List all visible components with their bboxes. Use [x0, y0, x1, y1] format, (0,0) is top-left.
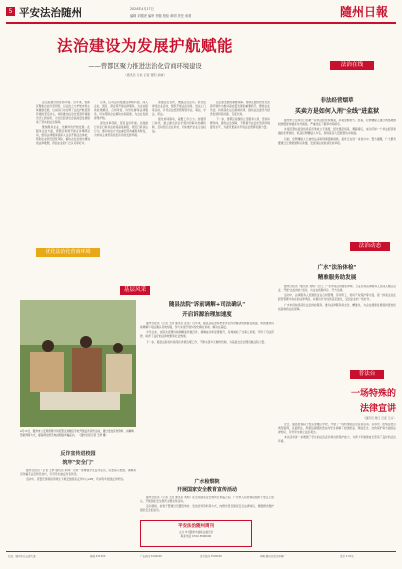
paragraph: 办案民警在接到线索后迅速成立专案组，经过缜密侦查，顺藤摸瓜，成功打掉一个非法经营卷烟的犯罪团伙，抓获犯罪嫌疑人多名，现场查获大量假冒伪劣卷烟。 — [278, 127, 396, 136]
right3-body — [278, 423, 396, 519]
header-rule — [6, 22, 396, 24]
footer-rule — [6, 551, 396, 552]
paragraph: 活动现场，检察干警通过设置咨询台、发放宣传资料等方式，向群众普及国家安全法律知识，增强群众维护国家安全的意识。 — [140, 504, 274, 513]
paragraph: 广水市将持续深化法治体检服务，推动法律服务常态化、精准化，为企业健康发展提供更加优质高效的法治保障。 — [278, 302, 396, 311]
section-tag-yellow: 优化法治化营商环境 — [36, 248, 100, 257]
mid-body — [140, 322, 274, 452]
photo-illustration — [20, 300, 136, 427]
right1-body — [278, 119, 396, 249]
right3-byline: （通讯员 周红 记者 王兴） — [362, 416, 396, 420]
paragraph: 聚焦服务企业，化解纠纷护航发展。在服务企业方面，曾都区积极开展走访调研活动，组织法律服务团深入企业开展法治体检，帮助企业防范经营风险，解决企业发展中遇到的法律难题，得到企业的广泛认可和好评。 — [36, 124, 90, 145]
news-photo — [20, 300, 136, 427]
right3-title: 一场特殊的 — [350, 389, 396, 399]
footer-item: 印刷 随州日报社印刷厂 — [260, 555, 286, 558]
page-number-badge: 5 — [6, 7, 15, 16]
paper-logo: 隨州日報 — [340, 5, 389, 19]
paragraph: 强化协同联动，凝聚工作合力。加强部门协作，建立健全涉企矛盾纠纷联动化解机制，及时回应企业诉求，切实维护企业合法权益。 — [152, 117, 206, 133]
paragraph: 法治是发展的重要保障。曾都区始终把优化营商环境作为推动高质量发展的重要抓手，聚焦企业所需，持续深化法治领域改革，推动法治建设与经济发展同频共振、互促共进。 — [210, 101, 270, 116]
paragraph: 下一步，随县法院将持续深化诉源治理工作，不断完善多元解纷机制，为基层社会治理贡献法院力量。 — [146, 339, 267, 344]
weekly-info-box — [140, 520, 252, 547]
paragraph: 本次活动进一步增强了学生的法治意识和自我保护能力，为青少年健康成长营造了良好的法治环境。 — [278, 435, 396, 444]
photo-caption — [20, 430, 136, 437]
paragraph: 随州日报讯（记者 王梦 通讯员 李林）为进一步增强学生反诈意识，民警深入校园，讲解常见诈骗手法及防范技巧，引导学生做反诈宣传员。 — [20, 469, 136, 476]
paragraph: 随州日报讯（通讯员 刘明）近日，广水市司法局组织律师、公证员等法律服务人员深入辖区企业，开展"法治体检"活动，为企业把脉问诊、开方治病。 — [278, 285, 396, 292]
lead-subtitle: ——曾都区聚力推进法治化营商环境建设 — [88, 63, 202, 70]
section-tag-main: 法治在线 — [330, 61, 374, 70]
lead-col-3 — [152, 101, 206, 259]
footer-item: 邮编 441300 — [90, 555, 106, 558]
mid-story — [140, 300, 274, 452]
photo-story — [20, 450, 136, 499]
photo-story-kicker: 反诈宣传进校园 — [60, 451, 96, 457]
right-story-3 — [278, 386, 396, 519]
section-tag-photo: 基层风采 — [120, 286, 150, 295]
footer-item: 广告热线 3290000 — [140, 555, 162, 558]
box-title: 平安法治随州周刊 — [178, 524, 214, 529]
box-line-2: 联系电话 0722-3590000 — [180, 535, 212, 538]
paragraph: 活动中，民警还现场指导师生下载安装国家反诈中心APP，切实筑牢校园反诈防线。 — [26, 477, 126, 482]
masthead — [0, 0, 402, 26]
paragraph: 深化改革创新，营造良好环境。全面推行涉企行政执法检查备案制度，规范行政执法行为，推动执法方式由重处罚向重服务转变，为市场主体营造宽松有序的发展环境。 — [94, 121, 148, 137]
right-story-2 — [278, 263, 396, 375]
section-title: 平安法治随州 — [19, 7, 82, 19]
box-line-1: 主办 中共随州市委政法委员会 — [178, 531, 214, 534]
photo-caption-text: 4月15日，随州市公安局曾都分局民警走进辖区学校开展反诈宣传活动，通过发放宣传资料、讲解典型案例等方式，提高师生防范电信网络诈骗意识。 — [20, 430, 134, 437]
lead-col-2 — [94, 101, 148, 221]
mid-title: 随县法院"诉前调解+司法确认" — [168, 302, 246, 308]
issue-date: 2024年4月17日 — [130, 7, 154, 11]
footer-address: 社址：随州市白云湖大道 — [8, 555, 36, 558]
paragraph: 以来，区司法局组建法律顾问团，深入企业、园区、商会等开展法律服务，为企业提供政策解读、合同审查、纠纷化解等法律服务，切实帮助企业解决实际困难，为企业发展保驾护航。 — [94, 101, 148, 120]
lead-col-1 — [36, 101, 90, 259]
paragraph: 随州市公安局近日侦破一起非法经营卷烟案，涉案金额较大。经查，犯罪嫌疑人通过网络渠道收购假冒卷烟并对外销售，严重扰乱了烟草市场秩序。 — [278, 119, 396, 126]
photo-credit: （随州日报记者 王梦 摄） — [77, 433, 109, 437]
right2-title-2: 精准服务助发展 — [317, 275, 357, 281]
paragraph: 加强法治宣传，增强法治意识。依托法律进企业活动，组织开展法治讲座、送法上门等活动，引导企业经营管理者学法、尊法、守法、用法。 — [152, 101, 206, 116]
paragraph: 法治是最好的营商环境。近年来，曾都区聚焦企业所需所盼，以法治之力护航市场主体健康发展，以实际行动诠释了法治护航营商环境的坚定决心，持续推动法治化营商环境建设迈上新台阶，为全区经济社会高质量发展提供了坚实的法治保障。 — [36, 101, 90, 124]
editor-line: 编辑 刘德虎 编审 李继 校检 黄明 责任 何莉 — [130, 14, 192, 18]
lead-byline: （通讯员 万松 记者 曾阳 余晓） — [123, 73, 167, 77]
photo-story-body — [20, 469, 136, 499]
paragraph: 目前，犯罪嫌疑人已被依法采取刑事强制措施，案件正在进一步侦办中。警方提醒，广大群众要通过正规渠道购买卷烟，发现违法线索请及时举报。 — [278, 136, 396, 145]
right3-title-2: 法律宣讲 — [359, 404, 396, 414]
footer-item: 定价 1.50元 — [340, 555, 354, 558]
right1-title-2: 买卖方是如何入刑"全线"进监狱 — [294, 108, 380, 115]
mid-bottom-title: 广水检察院 — [194, 479, 220, 485]
paragraph: 下一步，曾都区将继续立足服务大局，坚持问题导向，强化法治保障，不断提升法治化营商环境建设水平，为建设更高水平的法治曾都贡献力量。 — [210, 117, 270, 129]
mid-title-2: 开启诉源治理加速度 — [182, 312, 232, 318]
right2-title: 广水"法治体检" — [317, 265, 357, 271]
right1-title: 非法经营烟草 — [320, 98, 354, 104]
paragraph: 活动中，法律服务人员围绕企业合同管理、劳动用工、知识产权保护等方面，逐一排查企业在经营管理中存在的法律风险，并提出针对性的意见建议，受到企业的一致好评。 — [278, 293, 396, 302]
section-tag-bottom: 普法台 — [350, 370, 384, 379]
paragraph: 随州日报讯（记者 王进 通讯员 刘明）在全民国家安全教育日来临之际，广水市人民检察院组织干警走上街头，开展国家安全教育主题宣传活动。 — [140, 496, 274, 503]
paragraph: 随州日报讯（记者 王伟 通讯员 张涛）近年来，随县法院坚持把非诉讼纠纷解决机制挺在前面，积极推进诉前调解与司法确认有效衔接，努力实现矛盾纠纷化解在诉前、解决在基层。 — [140, 322, 274, 329]
right2-body — [278, 285, 396, 375]
paragraph: 近日，随县检察院干警走进辖区学校，开展了一场特殊的法治宣讲活动。宣讲中，检察官结合典型案例，以案释法，用通俗易懂的语言向学生讲解了校园欺凌、网络安全、自我保护等方面的法律知识，引导学生树立法治观念。 — [278, 423, 396, 434]
lead-story — [20, 34, 270, 77]
photo-story-title: 筑牢"安全门" — [62, 460, 94, 466]
paragraph: 今年以来，该院共受理诉前调解案件数百件，调解成功率显著提升，有效减轻了当事人诉累，节约了司法资源，取得了良好的法律效果和社会效果。 — [140, 330, 274, 339]
lead-headline: 法治建设为发展护航赋能 — [56, 37, 233, 55]
lead-col-4 — [210, 101, 270, 259]
footer-item: 发行热线 3590000 — [200, 555, 222, 558]
section-tag-mid: 法治动态 — [350, 242, 390, 251]
right-story-1 — [278, 96, 396, 249]
mid-bottom-title-2: 开展国家安全教育宣传活动 — [176, 487, 237, 493]
